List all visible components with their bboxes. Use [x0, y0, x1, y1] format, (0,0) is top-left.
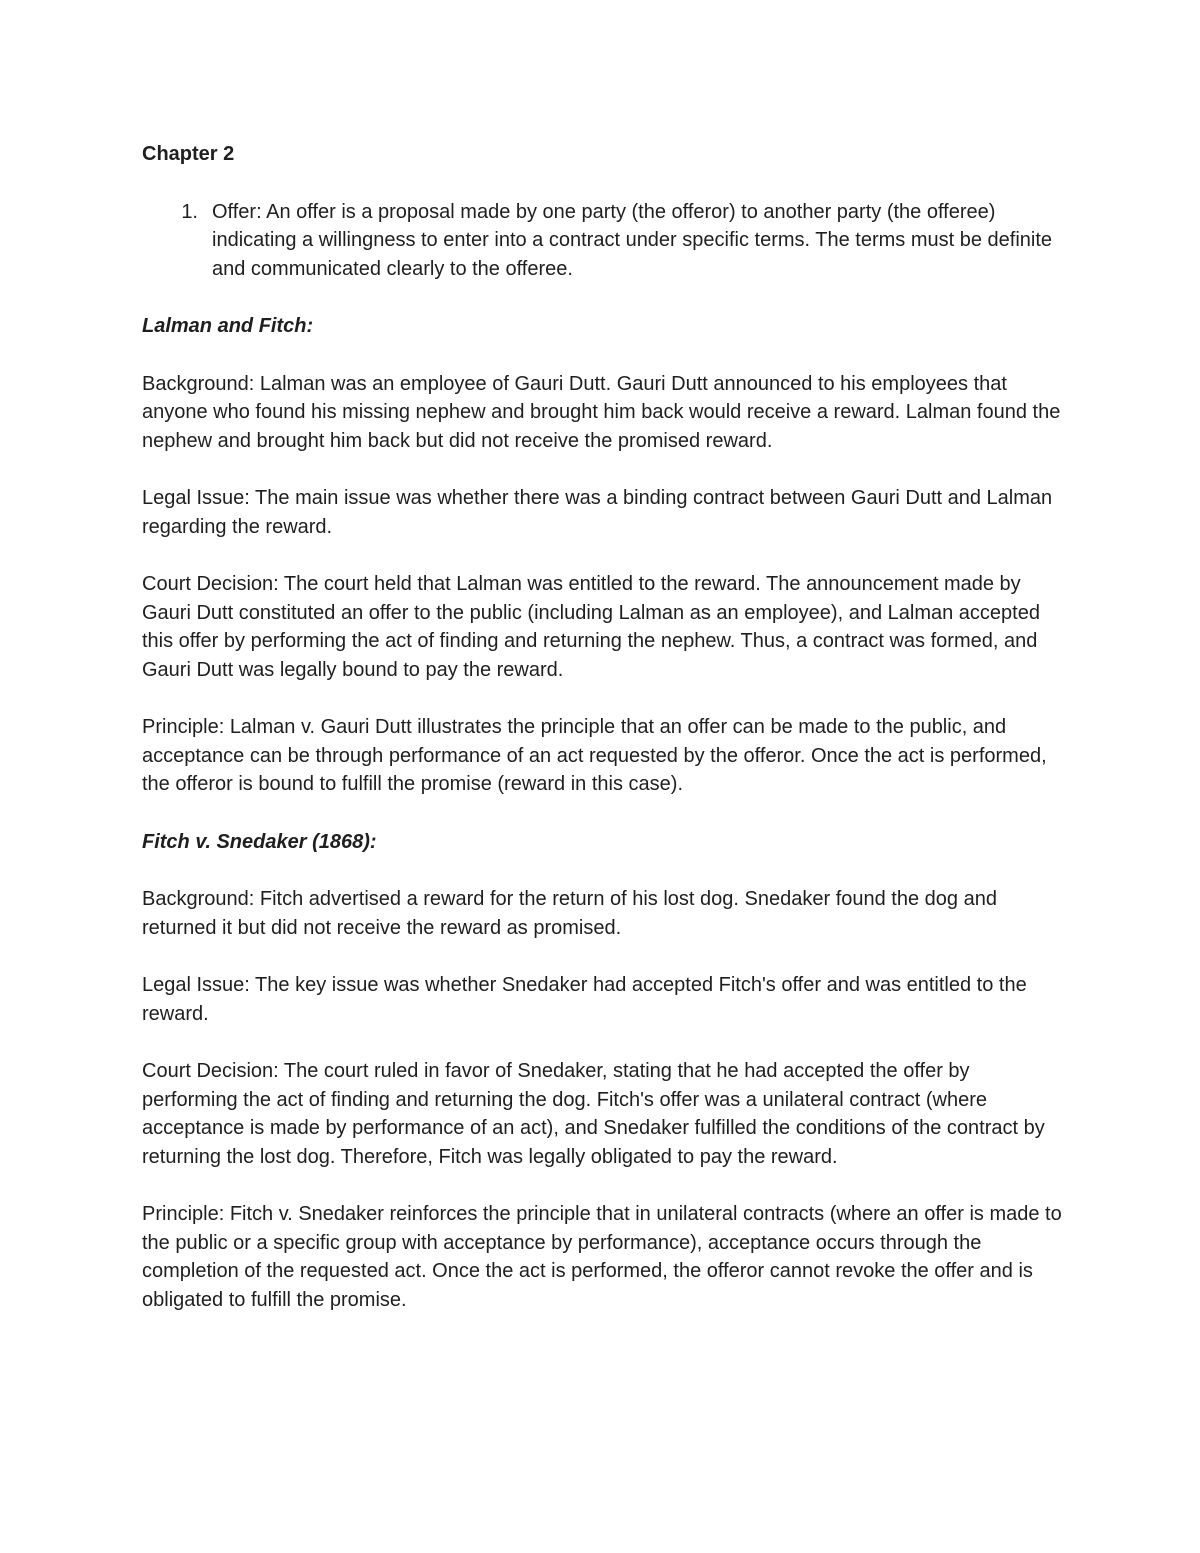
case1-principle: Principle: Lalman v. Gauri Dutt illustrates the principle that an offer can be made to the public, and acceptance can be through performance of an act requested by the offeror. Once the act is performed, the offeror is bound to fulfill the promise (reward in this case). [142, 716, 1047, 795]
case2-background: Background: Fitch advertised a reward for the return of his lost dog. Snedaker found the dog and returned it but did not receive the reward as promised. [142, 888, 997, 939]
case1-court-decision: Court Decision: The court held that Lalman was entitled to the reward. The announcement made by Gauri Dutt constituted an offer to the public (including Lalman as an employee), and Lalman accepted this offer by performing the act of finding and returning the nephew. Thus, a contract was formed, and Gauri Dutt was legally bound to pay the reward. [142, 573, 1040, 681]
case-heading-lalman: Lalman and Fitch: [142, 315, 314, 337]
list-item-number: 1. [181, 200, 198, 223]
case2-court-decision: Court Decision: The court ruled in favor of Snedaker, stating that he had accepted the offer by performing the act of finding and returning the dog. Fitch's offer was a unilateral contract (where acceptance is made by performance of an act), and Snedaker fulfilled the conditions of the contract by returning the lost dog. Therefore, Fitch was legally obligated to pay the reward. [142, 1060, 1045, 1168]
case1-legal-issue: Legal Issue: The main issue was whether there was a binding contract between Gauri Dutt and Lalman regarding the reward. [142, 487, 1053, 538]
case1-background: Background: Lalman was an employee of Gauri Dutt. Gauri Dutt announced to his employees that anyone who found his missing nephew and brought him back would receive a reward. Lalman found the nephew and brought him back but did not receive the promised reward. [142, 372, 1061, 452]
chapter-title: Chapter 2 [142, 143, 235, 165]
case-heading-fitch: Fitch v. Snedaker (1868): [142, 830, 377, 853]
document-page [142, 140, 1067, 1343]
case2-legal-issue: Legal Issue: The key issue was whether Snedaker had accepted Fitch's offer and was entitled to the reward. [142, 974, 1027, 1025]
case2-principle: Principle: Fitch v. Snedaker reinforces the principle that in unilateral contracts (where an offer is made to the public or a specific group with acceptance by performance), acceptance occurs through the completion of the requested act. Once the act is performed, the offeror cannot revoke the offer and is obligated to fulfill the promise. [142, 1203, 1062, 1311]
list-item-offer [142, 198, 1067, 284]
list-item-text: Offer: An offer is a proposal made by one party (the offeror) to another party (the offeree) indicating a willingness to enter into a contract under specific terms. The terms must be definite and communicated clearly to the offeree. [212, 200, 1053, 280]
